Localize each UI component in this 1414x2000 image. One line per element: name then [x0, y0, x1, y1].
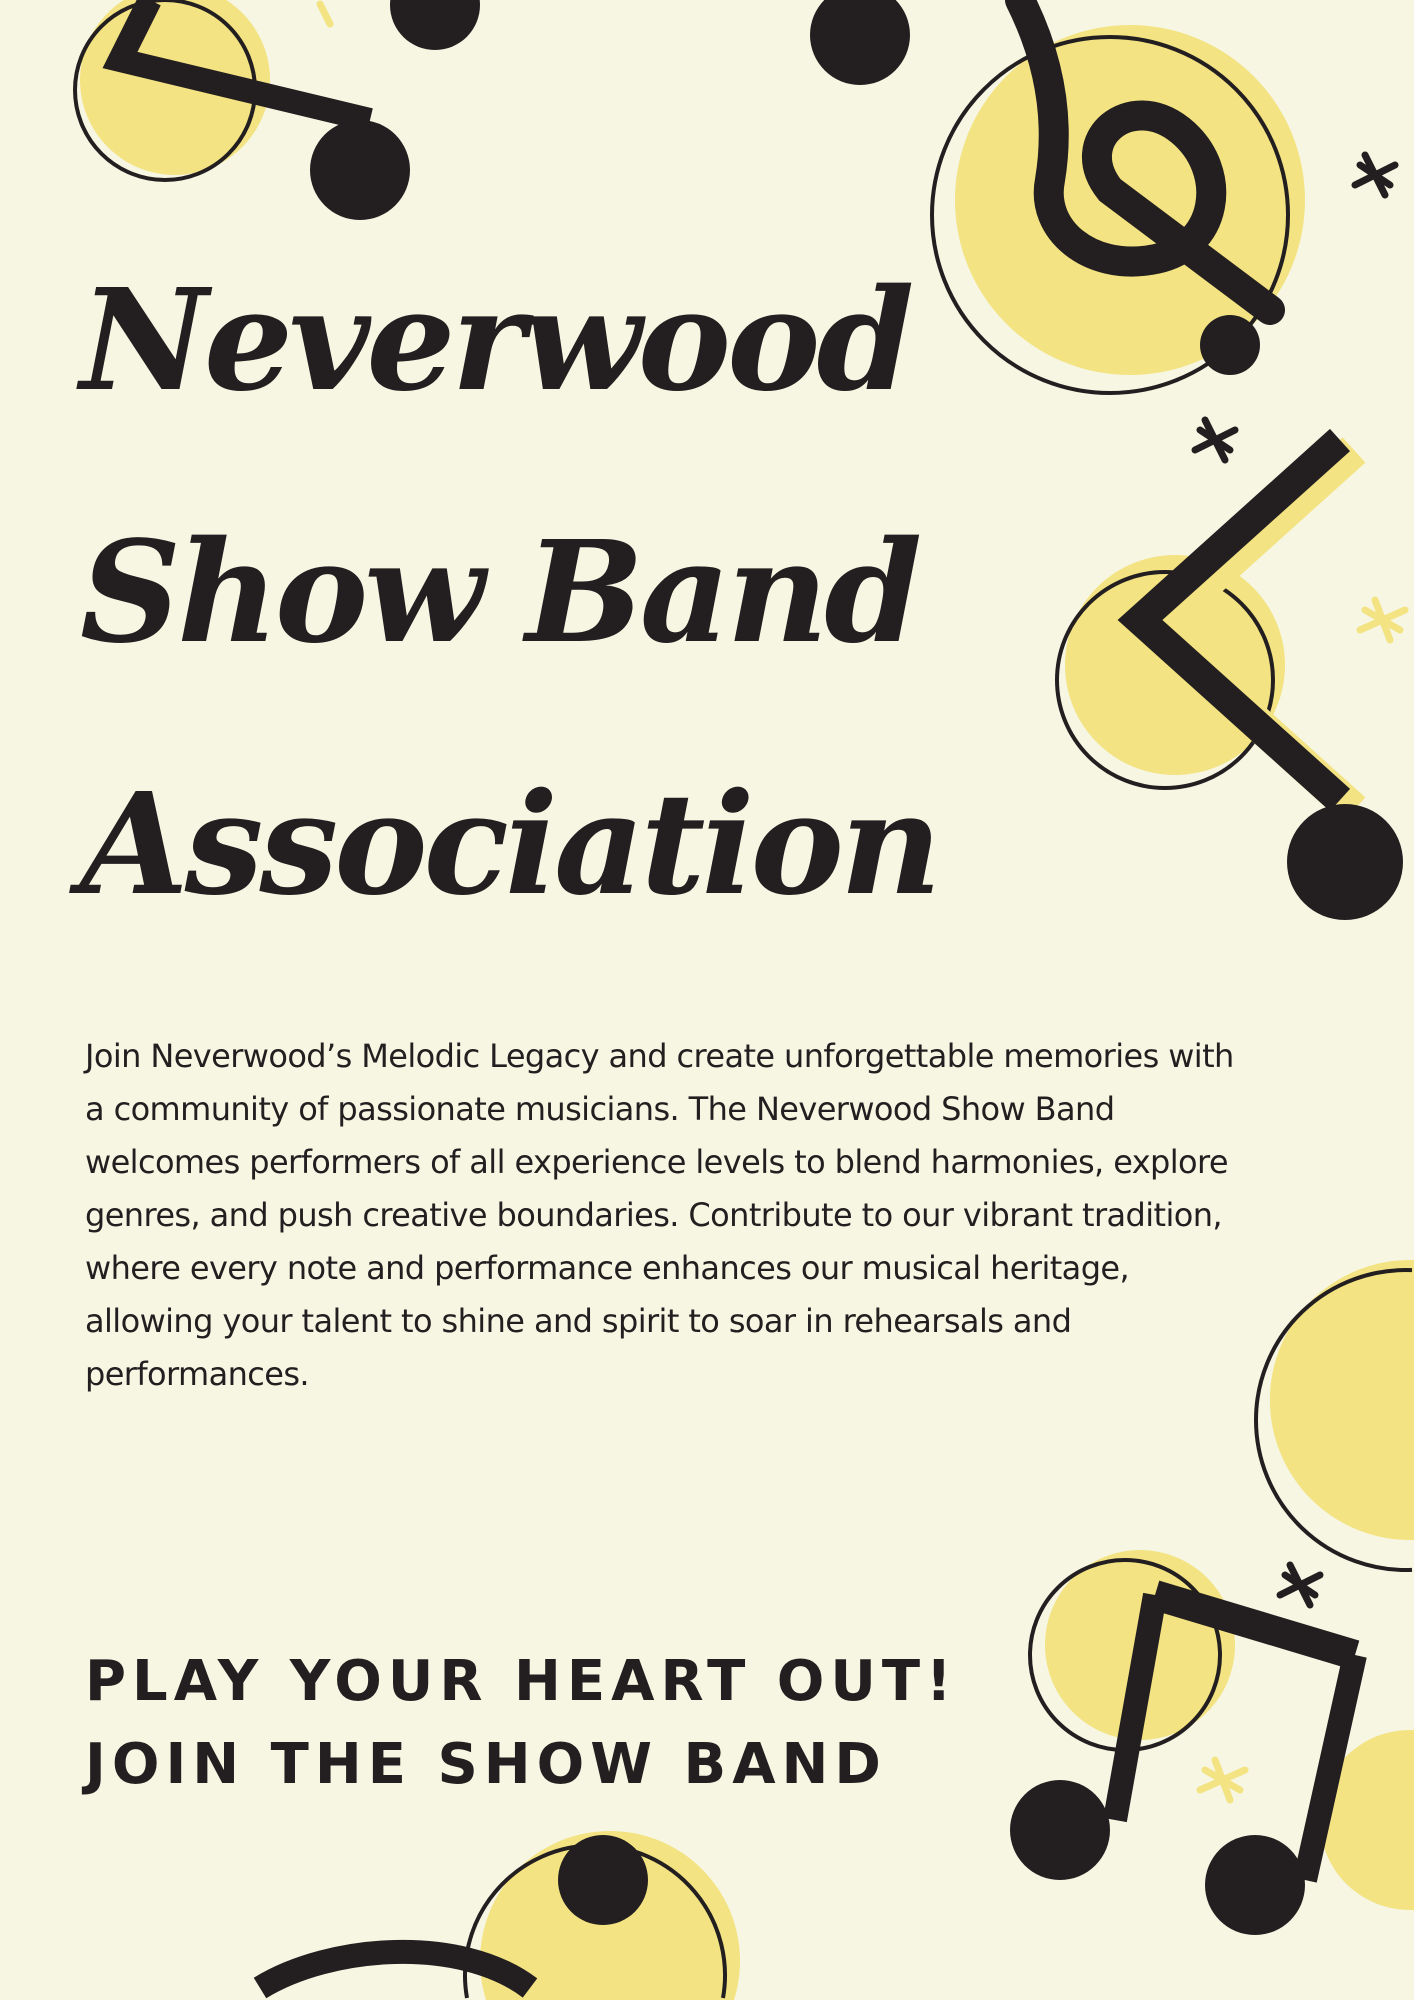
page-title: [80, 215, 980, 971]
title-line-2: Show Band: [80, 511, 919, 675]
call-to-action: [85, 1640, 958, 1806]
title-line-1: Neverwood: [80, 259, 911, 423]
description-paragraph: Join Neverwood’s Melodic Legacy and create unforgettable memories with a community of passionate musicians. The Neverwood Show Band welcomes performers of all experience levels to blend harmonies, explore genres, and push creative boundaries. Contribute to our vibrant tradition, where every note and performance enhances our musical heritage, allowing your talent to shine and spirit to soar in rehearsals and performances.: [85, 1037, 1234, 1393]
title-line-3: Association: [80, 763, 938, 927]
cta-line-2: JOIN THE SHOW BAND: [85, 1732, 887, 1797]
cta-line-1: PLAY YOUR HEART OUT!: [85, 1649, 958, 1714]
